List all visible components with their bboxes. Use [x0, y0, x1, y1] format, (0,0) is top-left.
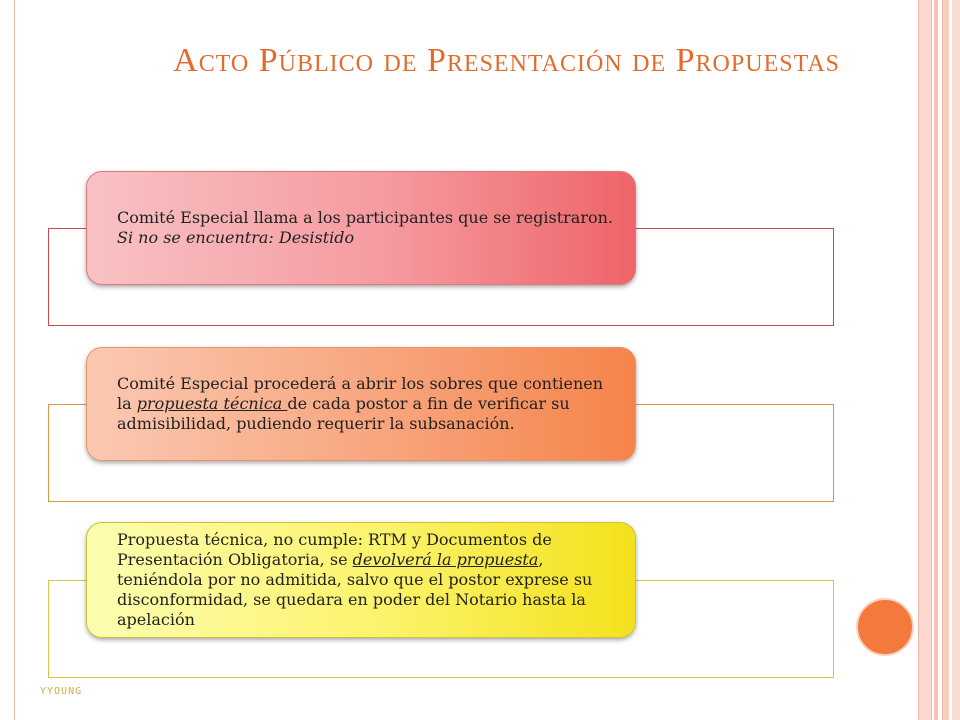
step-2-text: Comité Especial procederá a abrir los sobres que contienen la propuesta técnica de cada postor a fin de verificar su admisibilidad, pudiendo requerir la subsanación. [117, 374, 604, 433]
step-2-underlined-term: propuesta técnica [136, 394, 288, 413]
right-frame-stripe [942, 0, 949, 720]
footer-author: YYOUNG [40, 686, 83, 697]
step-1-card [86, 171, 636, 285]
step-3-underlined-term: devolverá la propuesta [352, 550, 539, 569]
accent-circle [856, 598, 914, 656]
step-2-card [86, 347, 636, 461]
slide-title: Acto Público de Presentación de Propuestas [173, 42, 840, 79]
step-1-text: Comité Especial llama a los participantes que se registraron. Si no se encuentra: Desistido [117, 208, 613, 247]
left-frame-border [0, 0, 15, 720]
right-frame-stripe [934, 0, 938, 720]
right-frame-stripe [918, 0, 932, 720]
step-3-card [86, 522, 636, 638]
right-frame-stripe [952, 0, 960, 720]
step-1-italic-note: Si no se encuentra: Desistido [117, 228, 355, 247]
step-3-text: Propuesta técnica, no cumple: RTM y Documentos de Presentación Obligatoria, se devolverá la propuesta, teniéndola por no admitida, salvo que el postor exprese su disconformidad, se quedara en poder del Notario hasta la apelación [117, 530, 593, 629]
